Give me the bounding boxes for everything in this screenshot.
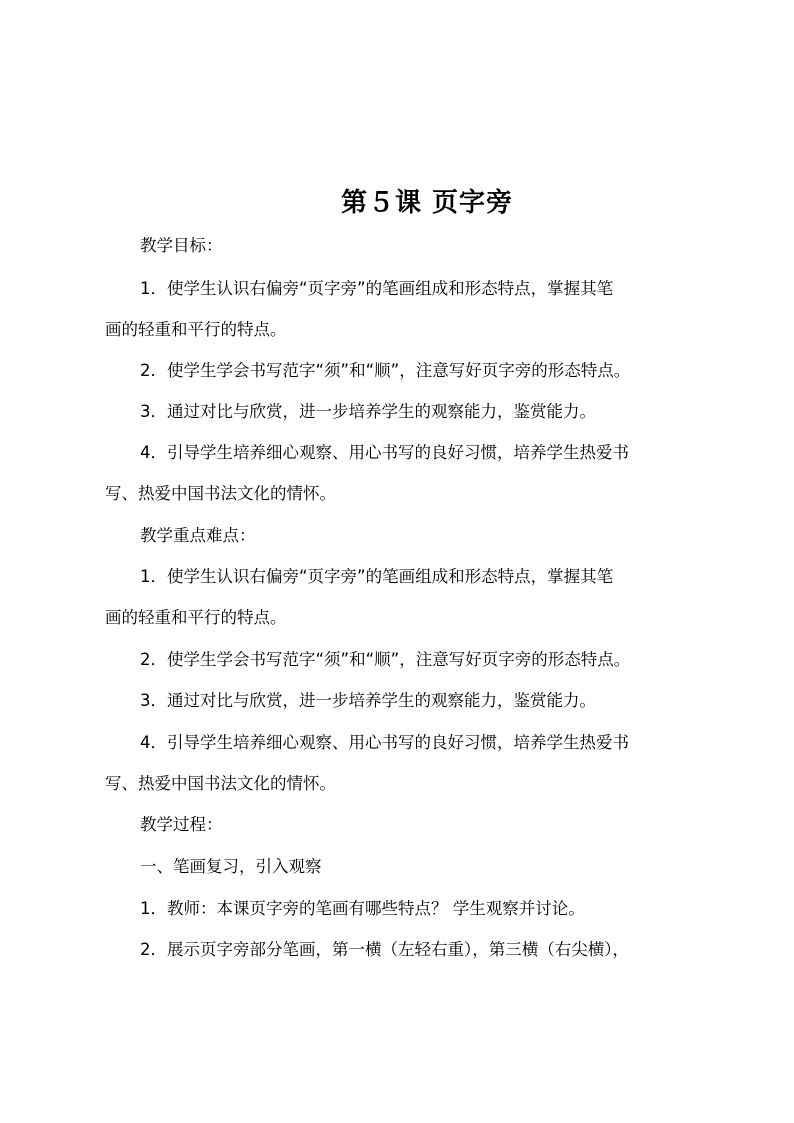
- paragraph-line: 2．使学生学会书写范字“须”和“顺”，注意写好页字旁的形态特点。: [140, 361, 631, 380]
- paragraph-line: 3．通过对比与欣赏，进一步培养学生的观察能力，鉴赏能力。: [140, 691, 596, 710]
- paragraph-line: 2．使学生学会书写范字“须”和“顺”，注意写好页字旁的形态特点。: [140, 650, 631, 669]
- paragraph-line: 1．教师：本课页字旁的笔画有哪些特点？ 学生观察并讨论。: [140, 899, 585, 918]
- paragraph-line: 1．使学生认识右偏旁“页字旁”的笔画组成和形态特点，掌握其笔: [140, 567, 614, 586]
- paragraph-line: 一、笔画复习，引入观察: [140, 857, 322, 876]
- paragraph-line: 画的轻重和平行的特点。: [105, 320, 287, 339]
- paragraph-line: 1．使学生认识右偏旁“页字旁”的笔画组成和形态特点，掌握其笔: [140, 279, 614, 298]
- paragraph-line: 2．展示页字旁部分笔画，第一横（左轻右重），第三横（右尖横），: [140, 940, 629, 959]
- paragraph-line: 写、热爱中国书法文化的情怀。: [105, 484, 336, 503]
- section-heading-process: 教学过程：: [140, 815, 223, 834]
- paragraph-line: 3．通过对比与欣赏，进一步培养学生的观察能力，鉴赏能力。: [140, 402, 596, 421]
- page-title: 第５课 页字旁: [340, 188, 514, 218]
- paragraph-line: 写、热爱中国书法文化的情怀。: [105, 774, 336, 793]
- section-heading-objectives: 教学目标：: [140, 236, 223, 255]
- section-heading-key-points: 教学重点难点：: [140, 526, 256, 545]
- paragraph-line: 4．引导学生培养细心观察、用心书写的良好习惯，培养学生热爱书: [140, 733, 629, 752]
- paragraph-line: 画的轻重和平行的特点。: [105, 608, 287, 627]
- paragraph-line: 4．引导学生培养细心观察、用心书写的良好习惯，培养学生热爱书: [140, 443, 629, 462]
